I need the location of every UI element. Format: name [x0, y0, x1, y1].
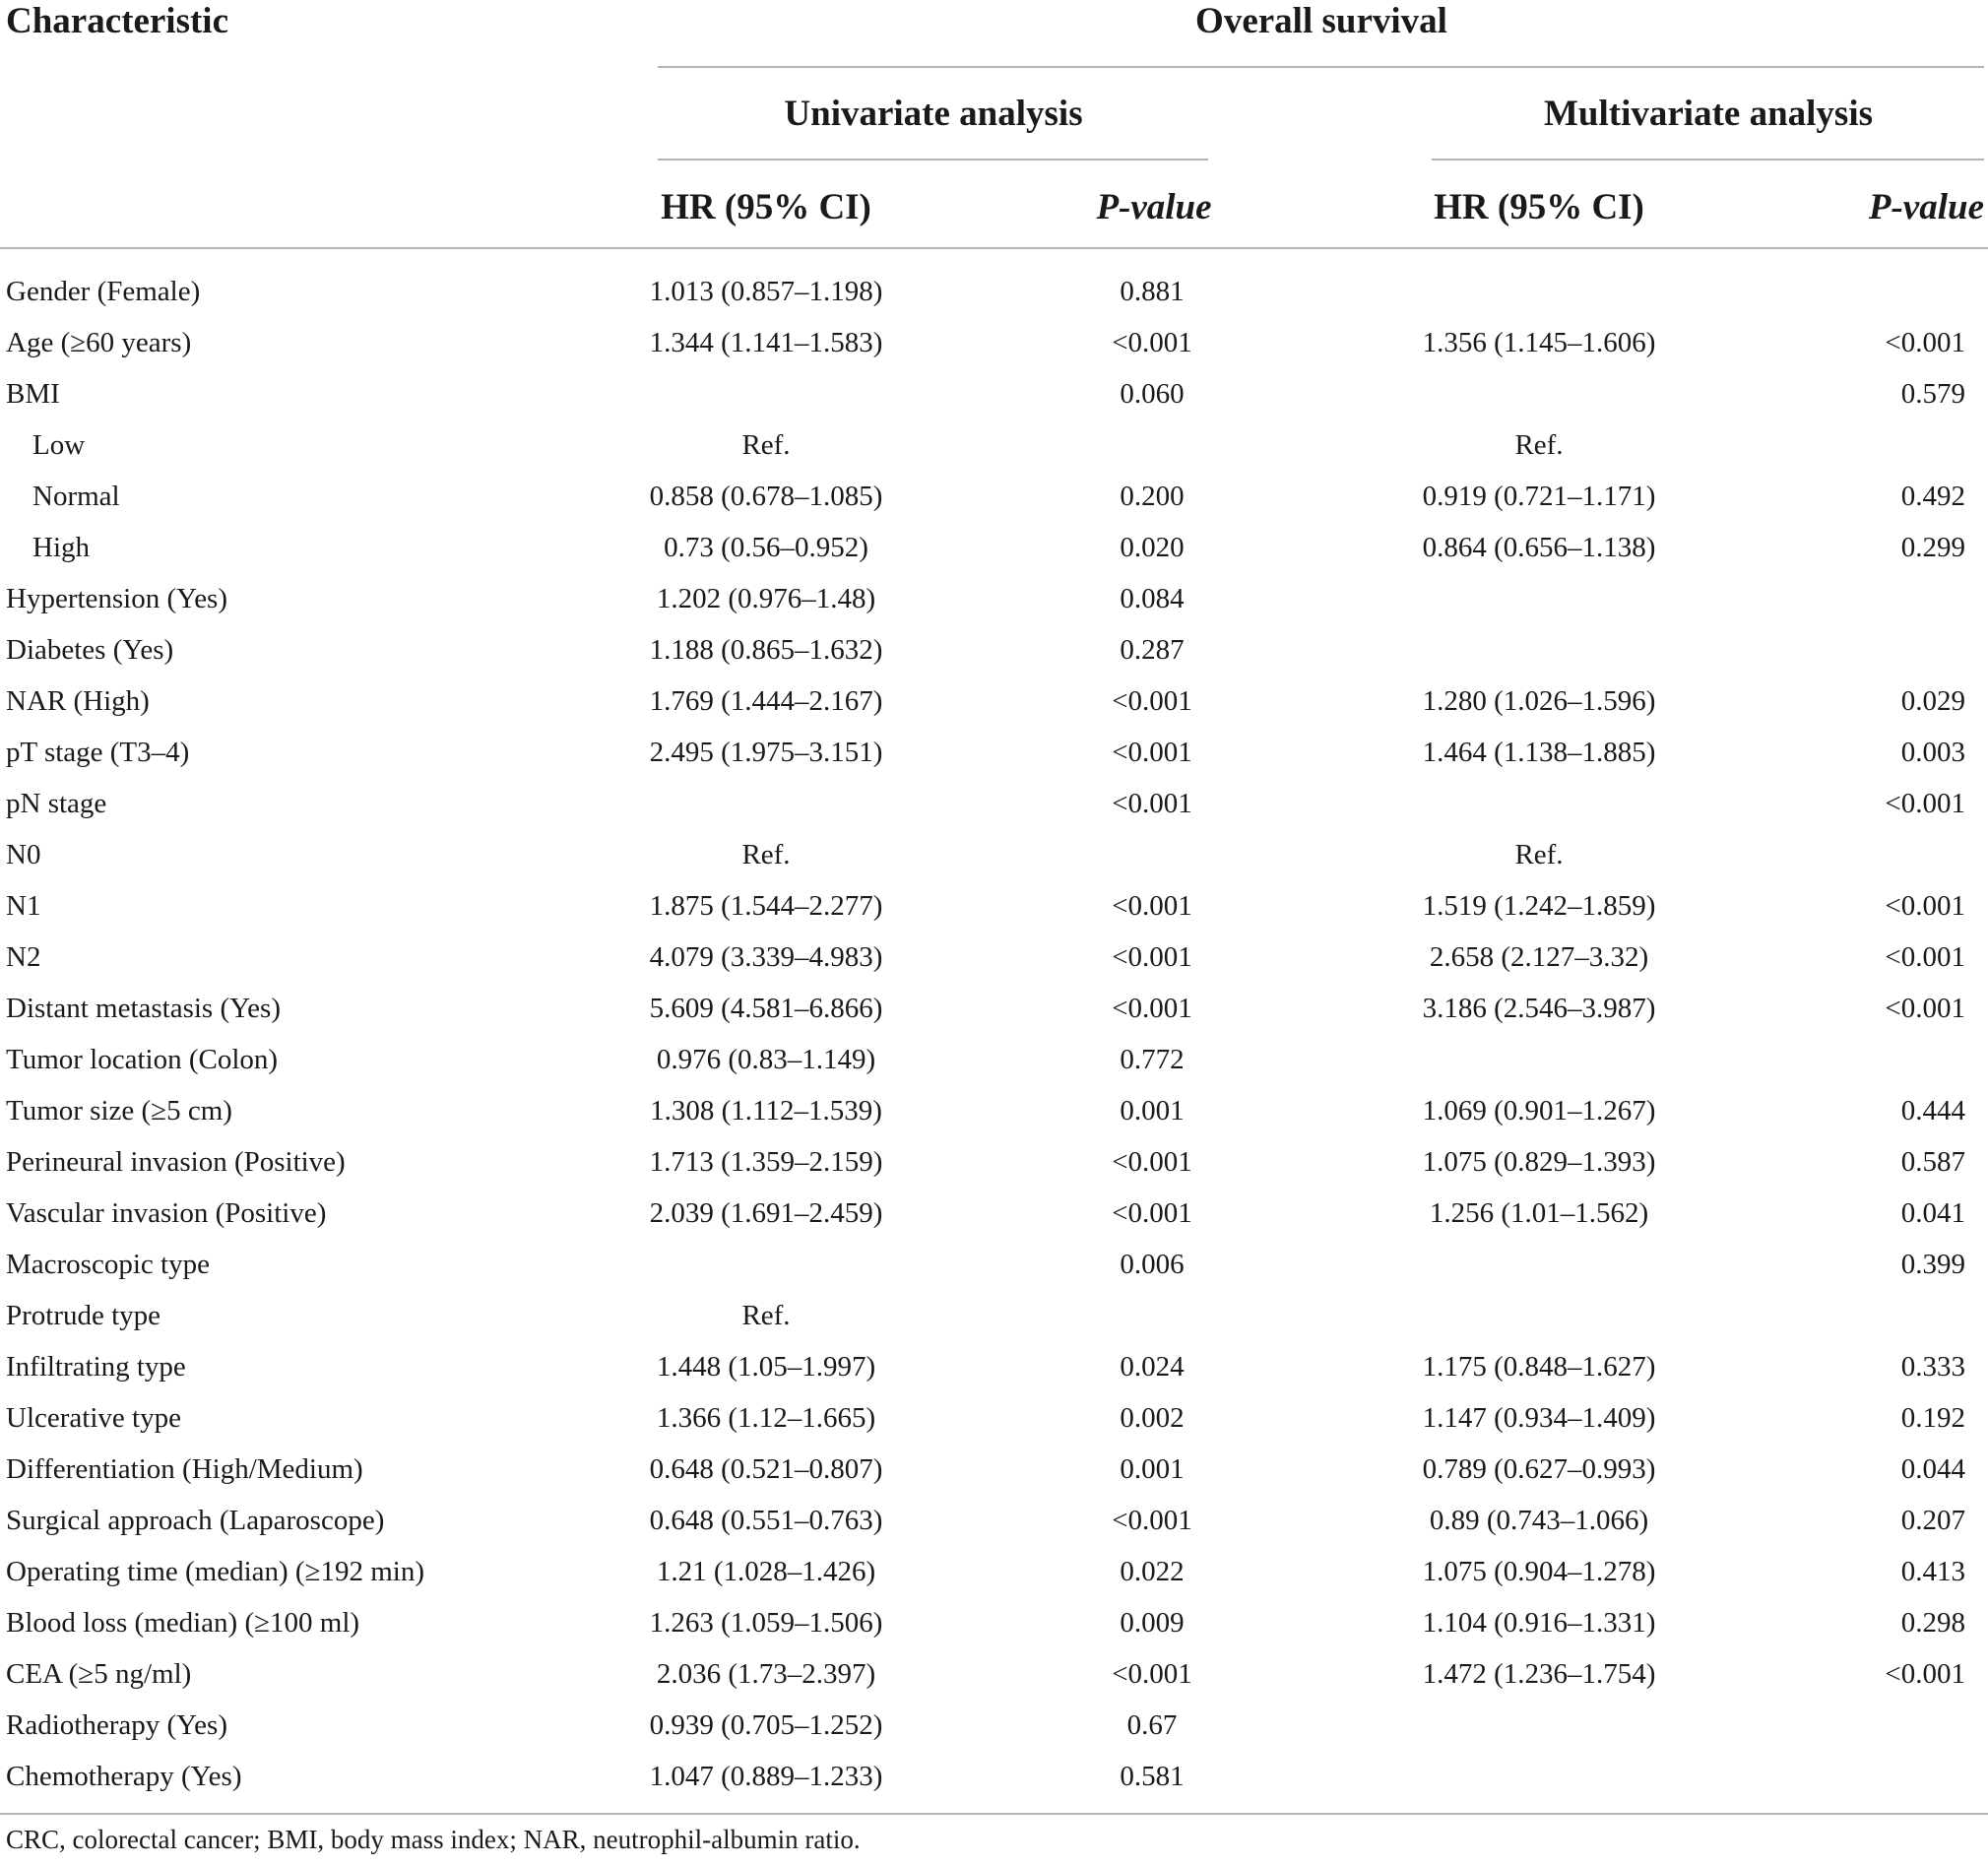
multi-p-value-header: P-value [1868, 187, 1984, 227]
table-row [0, 1700, 1988, 1751]
univariate-hr-cell: 0.858 (0.678–1.085) [649, 481, 883, 512]
multivariate-hr-cell: 1.280 (1.026–1.596) [1422, 685, 1656, 717]
multivariate-p-cell: <0.001 [1885, 327, 1965, 358]
table-row [0, 778, 1988, 829]
univariate-p-cell: 0.084 [1120, 583, 1185, 614]
multivariate-p-cell: 0.192 [1900, 1402, 1965, 1434]
univariate-hr-cell: 1.013 (0.857–1.198) [649, 276, 883, 307]
table-row [0, 266, 1988, 317]
univariate-p-cell: <0.001 [1112, 1146, 1192, 1178]
table-row [0, 471, 1988, 522]
table-row [0, 368, 1988, 419]
row-label: Differentiation (High/Medium) [6, 1453, 363, 1485]
univariate-hr-cell: 2.036 (1.73–2.397) [656, 1658, 876, 1690]
univariate-p-cell: <0.001 [1112, 890, 1192, 922]
multivariate-hr-cell: 1.069 (0.901–1.267) [1422, 1095, 1656, 1126]
univariate-hr-cell: Ref. [741, 1300, 791, 1331]
univariate-p-cell: <0.001 [1112, 737, 1192, 768]
table-row [0, 829, 1988, 880]
table-row [0, 317, 1988, 368]
row-label: NAR (High) [6, 685, 150, 717]
table-row [0, 1341, 1988, 1392]
multivariate-p-cell: 0.299 [1900, 532, 1965, 563]
univariate-p-cell: 0.002 [1120, 1402, 1185, 1434]
table-row [0, 1444, 1988, 1495]
multivariate-hr-cell: 1.075 (0.904–1.278) [1422, 1556, 1656, 1587]
multivariate-p-cell: <0.001 [1885, 993, 1965, 1024]
univariate-p-cell: 0.200 [1120, 481, 1185, 512]
univariate-p-cell: <0.001 [1112, 1197, 1192, 1229]
uni-hr-ci-header: HR (95% CI) [661, 187, 871, 227]
table-bottom-rule [0, 1813, 1988, 1815]
multivariate-p-cell: <0.001 [1885, 1658, 1965, 1690]
table-row [0, 573, 1988, 624]
row-label: pT stage (T3–4) [6, 737, 190, 768]
univariate-p-cell: 0.001 [1120, 1453, 1185, 1485]
row-label: N1 [6, 890, 41, 922]
row-label: Low [32, 429, 86, 461]
row-label: Vascular invasion (Positive) [6, 1197, 327, 1229]
row-label: N2 [6, 941, 41, 973]
table-row [0, 1136, 1988, 1188]
multivariate-hr-cell: 1.464 (1.138–1.885) [1422, 737, 1656, 768]
table-row [0, 1392, 1988, 1444]
multivariate-hr-cell: 1.256 (1.01–1.562) [1429, 1197, 1649, 1229]
table-row [0, 727, 1988, 778]
table-row [0, 1290, 1988, 1341]
multivariate-hr-cell: 3.186 (2.546–3.987) [1422, 993, 1656, 1024]
table-row [0, 624, 1988, 676]
table-footnote: CRC, colorectal cancer; BMI, body mass index; NAR, neutrophil-albumin ratio. [6, 1825, 861, 1854]
univariate-hr-cell: Ref. [741, 839, 791, 870]
multivariate-hr-cell: 0.919 (0.721–1.171) [1422, 481, 1656, 512]
table-row [0, 522, 1988, 573]
multivariate-p-cell: 0.333 [1900, 1351, 1965, 1383]
multivariate-p-cell: <0.001 [1885, 890, 1965, 922]
univariate-hr-cell: 1.308 (1.112–1.539) [650, 1095, 882, 1126]
univariate-p-cell: 0.006 [1120, 1249, 1185, 1280]
univariate-p-cell: 0.022 [1120, 1556, 1185, 1587]
univariate-hr-cell: 1.21 (1.028–1.426) [656, 1556, 876, 1587]
row-label: Hypertension (Yes) [6, 583, 228, 614]
row-label: Radiotherapy (Yes) [6, 1709, 227, 1741]
univariate-p-cell: <0.001 [1112, 685, 1192, 717]
row-label: BMI [6, 378, 60, 410]
row-label: Normal [32, 481, 120, 512]
row-label: pN stage [6, 788, 107, 819]
characteristic-header: Characteristic [6, 1, 229, 41]
univariate-p-cell: <0.001 [1112, 327, 1192, 358]
univariate-p-cell: 0.772 [1120, 1044, 1185, 1075]
multivariate-p-cell: 0.029 [1900, 685, 1965, 717]
univariate-p-cell: 0.67 [1126, 1709, 1178, 1741]
overall-survival-header: Overall survival [1195, 1, 1447, 41]
multivariate-hr-cell: 1.104 (0.916–1.331) [1422, 1607, 1656, 1639]
multivariate-header: Multivariate analysis [1543, 94, 1874, 134]
univariate-p-cell: 0.024 [1120, 1351, 1185, 1383]
table-row [0, 983, 1988, 1034]
table-row [0, 419, 1988, 471]
multivariate-p-cell: 0.044 [1900, 1453, 1965, 1485]
row-label: CEA (≥5 ng/ml) [6, 1658, 192, 1690]
univariate-hr-cell: 1.366 (1.12–1.665) [656, 1402, 876, 1434]
row-label: Operating time (median) (≥192 min) [6, 1556, 425, 1587]
univariate-hr-cell: 0.976 (0.83–1.149) [656, 1044, 876, 1075]
table-row [0, 1597, 1988, 1648]
univariate-hr-cell: 1.769 (1.444–2.167) [649, 685, 883, 717]
multivariate-hr-cell: 1.075 (0.829–1.393) [1422, 1146, 1656, 1178]
multivariate-p-cell: 0.003 [1900, 737, 1965, 768]
multivariate-p-cell: <0.001 [1885, 941, 1965, 973]
table-row [0, 1188, 1988, 1239]
overall-survival-rule [658, 66, 1984, 68]
multivariate-p-cell: 0.579 [1900, 378, 1965, 410]
multivariate-p-cell: 0.413 [1900, 1556, 1965, 1587]
multivariate-hr-cell: Ref. [1514, 429, 1564, 461]
univariate-hr-cell: 1.713 (1.359–2.159) [649, 1146, 883, 1178]
univariate-hr-cell: 1.263 (1.059–1.506) [649, 1607, 883, 1639]
univariate-p-cell: <0.001 [1112, 788, 1192, 819]
univariate-p-cell: 0.581 [1120, 1761, 1185, 1792]
row-label: Perineural invasion (Positive) [6, 1146, 346, 1178]
univariate-p-cell: 0.287 [1120, 634, 1185, 666]
univariate-p-cell: <0.001 [1112, 941, 1192, 973]
table-row [0, 1034, 1988, 1085]
multivariate-hr-cell: 1.356 (1.145–1.606) [1422, 327, 1656, 358]
multivariate-p-cell: 0.492 [1900, 481, 1965, 512]
row-label: Infiltrating type [6, 1351, 186, 1383]
multivariate-hr-cell: 2.658 (2.127–3.32) [1429, 941, 1649, 973]
univariate-hr-cell: 1.202 (0.976–1.48) [656, 583, 876, 614]
header-bottom-rule [0, 247, 1988, 249]
row-label: Protrude type [6, 1300, 161, 1331]
uni-p-value-header: P-value [1096, 187, 1212, 227]
univariate-hr-cell: 4.079 (3.339–4.983) [649, 941, 883, 973]
univariate-hr-cell: 2.495 (1.975–3.151) [649, 737, 883, 768]
univariate-hr-cell: 1.875 (1.544–2.277) [649, 890, 883, 922]
multivariate-hr-cell: 1.147 (0.934–1.409) [1422, 1402, 1656, 1434]
multi-hr-ci-header: HR (95% CI) [1434, 187, 1644, 227]
table-row [0, 1495, 1988, 1546]
univariate-hr-cell: 1.344 (1.141–1.583) [649, 327, 883, 358]
univariate-hr-cell: 1.188 (0.865–1.632) [649, 634, 883, 666]
row-label: High [32, 532, 90, 563]
table-row [0, 932, 1988, 983]
univariate-header: Univariate analysis [784, 94, 1083, 134]
row-label: Gender (Female) [6, 276, 201, 307]
univariate-p-cell: <0.001 [1112, 1658, 1192, 1690]
multivariate-rule [1432, 159, 1984, 161]
univariate-p-cell: 0.881 [1120, 276, 1185, 307]
multivariate-p-cell: 0.041 [1900, 1197, 1965, 1229]
row-label: Chemotherapy (Yes) [6, 1761, 242, 1792]
row-label: Distant metastasis (Yes) [6, 993, 281, 1024]
table-row [0, 1085, 1988, 1136]
univariate-hr-cell: 1.448 (1.05–1.997) [656, 1351, 876, 1383]
multivariate-p-cell: 0.587 [1900, 1146, 1965, 1178]
row-label: Ulcerative type [6, 1402, 181, 1434]
table-row [0, 1239, 1988, 1290]
row-label: Diabetes (Yes) [6, 634, 174, 666]
multivariate-hr-cell: 0.789 (0.627–0.993) [1422, 1453, 1656, 1485]
univariate-hr-cell: 1.047 (0.889–1.233) [649, 1761, 883, 1792]
univariate-hr-cell: 0.648 (0.551–0.763) [649, 1505, 883, 1536]
row-label: N0 [6, 839, 41, 870]
row-label: Tumor location (Colon) [6, 1044, 279, 1075]
univariate-rule [658, 159, 1208, 161]
table-row [0, 1751, 1988, 1802]
univariate-hr-cell: 5.609 (4.581–6.866) [649, 993, 883, 1024]
multivariate-p-cell: 0.444 [1900, 1095, 1965, 1126]
multivariate-p-cell: 0.298 [1900, 1607, 1965, 1639]
row-label: Macroscopic type [6, 1249, 210, 1280]
univariate-hr-cell: Ref. [741, 429, 791, 461]
table-row [0, 1546, 1988, 1597]
univariate-p-cell: 0.060 [1120, 378, 1185, 410]
univariate-hr-cell: 0.73 (0.56–0.952) [664, 532, 868, 563]
univariate-hr-cell: 0.939 (0.705–1.252) [649, 1709, 883, 1741]
multivariate-hr-cell: 1.519 (1.242–1.859) [1422, 890, 1656, 922]
row-label: Age (≥60 years) [6, 327, 192, 358]
univariate-p-cell: <0.001 [1112, 993, 1192, 1024]
multivariate-hr-cell: 0.864 (0.656–1.138) [1422, 532, 1656, 563]
multivariate-hr-cell: 0.89 (0.743–1.066) [1429, 1505, 1649, 1536]
multivariate-hr-cell: 1.175 (0.848–1.627) [1422, 1351, 1656, 1383]
row-label: Blood loss (median) (≥100 ml) [6, 1607, 360, 1639]
table-row [0, 880, 1988, 932]
univariate-p-cell: 0.001 [1120, 1095, 1185, 1126]
univariate-p-cell: 0.020 [1120, 532, 1185, 563]
multivariate-hr-cell: 1.472 (1.236–1.754) [1422, 1658, 1656, 1690]
multivariate-hr-cell: Ref. [1514, 839, 1564, 870]
univariate-hr-cell: 2.039 (1.691–2.459) [649, 1197, 883, 1229]
multivariate-p-cell: <0.001 [1885, 788, 1965, 819]
univariate-hr-cell: 0.648 (0.521–0.807) [649, 1453, 883, 1485]
table-row [0, 1648, 1988, 1700]
univariate-p-cell: 0.009 [1120, 1607, 1185, 1639]
univariate-p-cell: <0.001 [1112, 1505, 1192, 1536]
multivariate-p-cell: 0.207 [1900, 1505, 1965, 1536]
table-row [0, 676, 1988, 727]
row-label: Surgical approach (Laparoscope) [6, 1505, 385, 1536]
row-label: Tumor size (≥5 cm) [6, 1095, 232, 1126]
multivariate-p-cell: 0.399 [1900, 1249, 1965, 1280]
